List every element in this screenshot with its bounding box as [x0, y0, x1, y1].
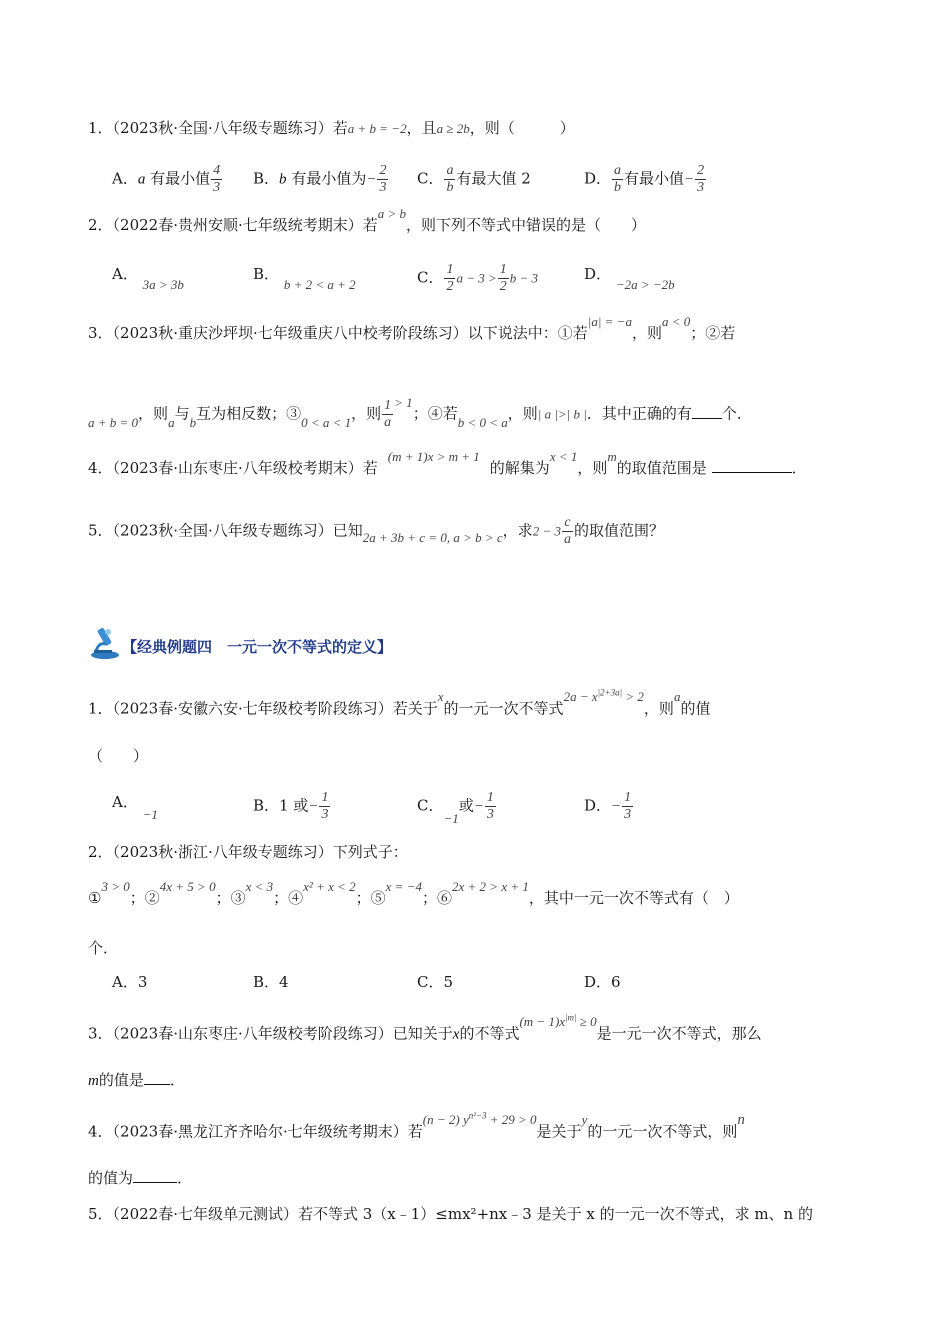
s2q1-paren: （ ）: [88, 747, 149, 765]
q2-stem: 2．（2022春·贵州安顺·七年级统考期末）若a > b，则下列不等式中错误的是（ ）: [88, 206, 647, 234]
q2-option-b[interactable]: B． b + 2 < a + 2: [253, 265, 356, 292]
s2q2-option-b[interactable]: B．4: [253, 973, 289, 991]
s2q1-option-d[interactable]: D．− $\frac{1}{3}$: [584, 790, 632, 822]
microscope-icon: [88, 624, 122, 660]
q1-option-a[interactable]: A．a 有最小值 $\frac{4}{3}$: [112, 163, 221, 195]
q3-stem-line1: 3．（2023秋·重庆沙坪坝·七年级重庆八中校考阶段练习）以下说法中：①若|a| = −a，则a < 0；②若: [88, 314, 736, 342]
s2q1-option-a[interactable]: A． −1: [112, 793, 158, 822]
s2q3-answer-blank[interactable]: [144, 1070, 170, 1085]
s2q2-option-c[interactable]: C．5: [417, 973, 454, 991]
q5-stem: 5．（2023秋·全国·八年级专题练习）已知2a + 3b + c = 0, a > b > c，求2 − 3 $\frac{c}{a}$ 的取值范围？: [88, 515, 664, 547]
q3-answer-blank[interactable]: [692, 404, 722, 419]
q2-option-a[interactable]: A． 3a > 3b: [112, 265, 184, 292]
q1-d-fraction: $\frac{2}{3}$: [697, 163, 705, 195]
q4-answer-blank[interactable]: [712, 458, 792, 473]
q1-option-d[interactable]: D． $\frac{a}{b}$ 有最小值− $\frac{2}{3}$: [584, 163, 705, 195]
q4-stem: 4．（2023春·山东枣庄·八年级校考期末）若(m + 1)x > m + 1的解集为x < 1，则m的取值范围是 ．: [88, 449, 807, 477]
q1-b-fraction: $\frac{2}{3}$: [379, 163, 387, 195]
q3-stem-line2: a + b = 0，则a与b互为相反数；③0 < a < 1，则 $\frac{1}{a}$ > 1；④若b < 0 < a，则| a |>| b |．其中正确的有 个．: [88, 394, 752, 430]
s2q2-option-a[interactable]: A．3: [112, 973, 148, 991]
s2q2-stem: 2．（2023秋·浙江·八年级专题练习）下列式子：: [88, 843, 408, 861]
s2q2-option-d[interactable]: D．6: [584, 973, 621, 991]
q1-source: （2023秋·全国·八年级专题练习）若: [112, 119, 348, 137]
q1-a-fraction: $\frac{4}{3}$: [213, 163, 221, 195]
s2q1-stem: 1．（2023春·安徽六安·七年级校考阶段练习）若关于x的一元一次不等式$2a - x^{|2+3a|} > 2$，则a的值: [88, 688, 711, 718]
s2q3-line2: m的值是 ．: [88, 1071, 185, 1089]
q1-option-c[interactable]: C． $\frac{a}{b}$ 有最大值 2: [417, 163, 531, 195]
s2q3-stem: 3．（2023春·山东枣庄·八年级校考阶段练习）已知关于x的不等式$(m - 1)x^{|m|} \ge 0$是一元一次不等式，那么: [88, 1013, 762, 1043]
q1-math-1: a + b = −2: [347, 121, 407, 136]
q1-option-b[interactable]: B．b 有最小值为− $\frac{2}{3}$: [253, 163, 387, 195]
s2q4-line2: 的值为 ．: [88, 1169, 193, 1187]
q1-number: 1．: [88, 119, 113, 137]
s2q1-option-b[interactable]: B．1 或− $\frac{1}{3}$: [253, 790, 329, 822]
q2-option-c[interactable]: C． $\frac{1}{2}$ a − 3 > $\frac{1}{2}$ b − 3: [417, 262, 539, 294]
s2q4-answer-blank[interactable]: [133, 1168, 177, 1183]
s2q1-option-c[interactable]: C．−1或− $\frac{1}{3}$: [417, 790, 494, 826]
s2q4-stem: 4．（2023春·黑龙江齐齐哈尔·七年级统考期末）若(n − 2) $y^{n^2-3} + 29 > 0$是关于y的一元一次不等式，则n: [88, 1111, 745, 1141]
q2-option-d[interactable]: D． −2a > −2b: [584, 265, 675, 292]
section-title: 【经典例题四 一元一次不等式的定义】: [122, 638, 393, 656]
q1-math-2: a ≥ 2b: [436, 121, 470, 136]
s2q2-ge: 个．: [88, 939, 119, 957]
s2q2-expressions: ①3 > 0；②4x + 5 > 0；③x < 3；④x² + x < 2；⑤x = −4；⑥2x + 2 > x + 1，其中一元一次不等式有（ ）: [88, 879, 739, 907]
s2q5-stem: 5．（2022春·七年级单元测试）若不等式 3（x﹣1）≤mx²+nx﹣3 是关于 x 的一元一次不等式，求 m、n 的: [88, 1205, 813, 1223]
q1-stem: 1．（2023秋·全国·八年级专题练习）若a + b = −2，且a ≥ 2b，则（ ）: [88, 119, 575, 137]
